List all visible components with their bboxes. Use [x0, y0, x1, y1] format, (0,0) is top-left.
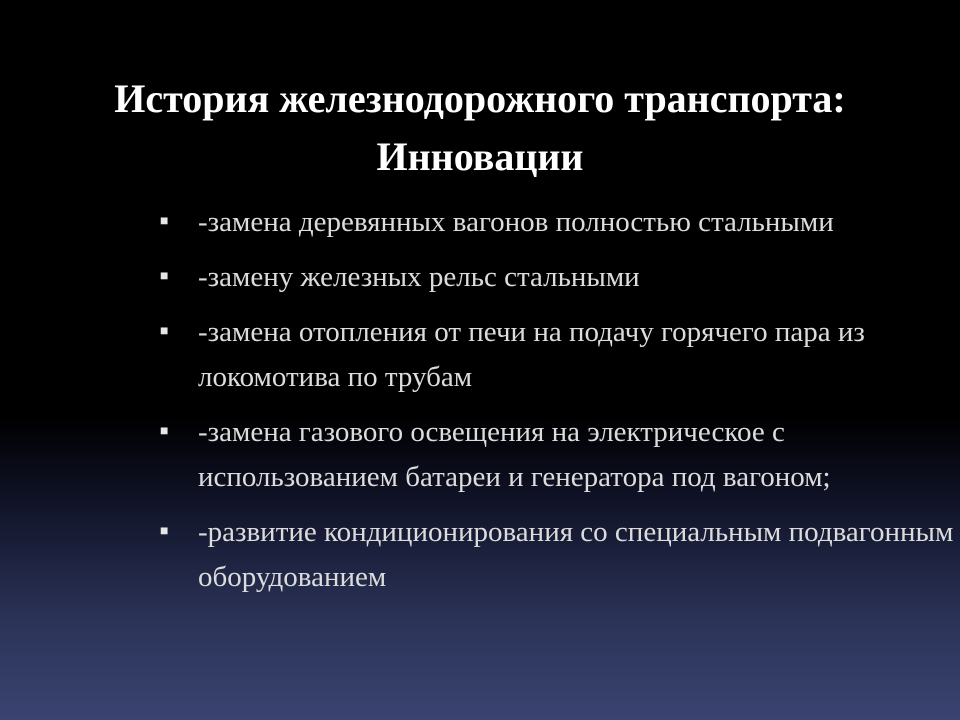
square-bullet-icon: ■	[160, 214, 169, 229]
bullet-text: -замена газового освещения на электрическое с использованием батареи и генератора под вагоном;	[198, 416, 831, 493]
bullet-list	[160, 200, 954, 610]
bullet-item	[160, 310, 958, 400]
bullet-item	[160, 200, 838, 245]
bullet-item	[160, 510, 960, 600]
slide-title	[40, 70, 920, 186]
title-line-2: Инновации	[376, 134, 584, 179]
bullet-item	[160, 410, 960, 500]
bullet-text: -развитие кондиционирования со специальным подвагонным оборудованием	[198, 516, 954, 593]
bullet-text: -замена деревянных вагонов полностью стальными	[198, 206, 834, 238]
square-bullet-icon: ■	[160, 424, 169, 439]
bullet-text: -замену железных рельс стальными	[198, 261, 640, 293]
square-bullet-icon: ■	[160, 324, 169, 339]
bullet-text: -замена отопления от печи на подачу горячего пара из локомотива по трубам	[198, 316, 865, 393]
title-line-1: История железнодорожного транспорта:	[114, 76, 846, 121]
square-bullet-icon: ■	[160, 524, 169, 539]
bullet-item	[160, 255, 940, 300]
square-bullet-icon: ■	[160, 269, 169, 284]
